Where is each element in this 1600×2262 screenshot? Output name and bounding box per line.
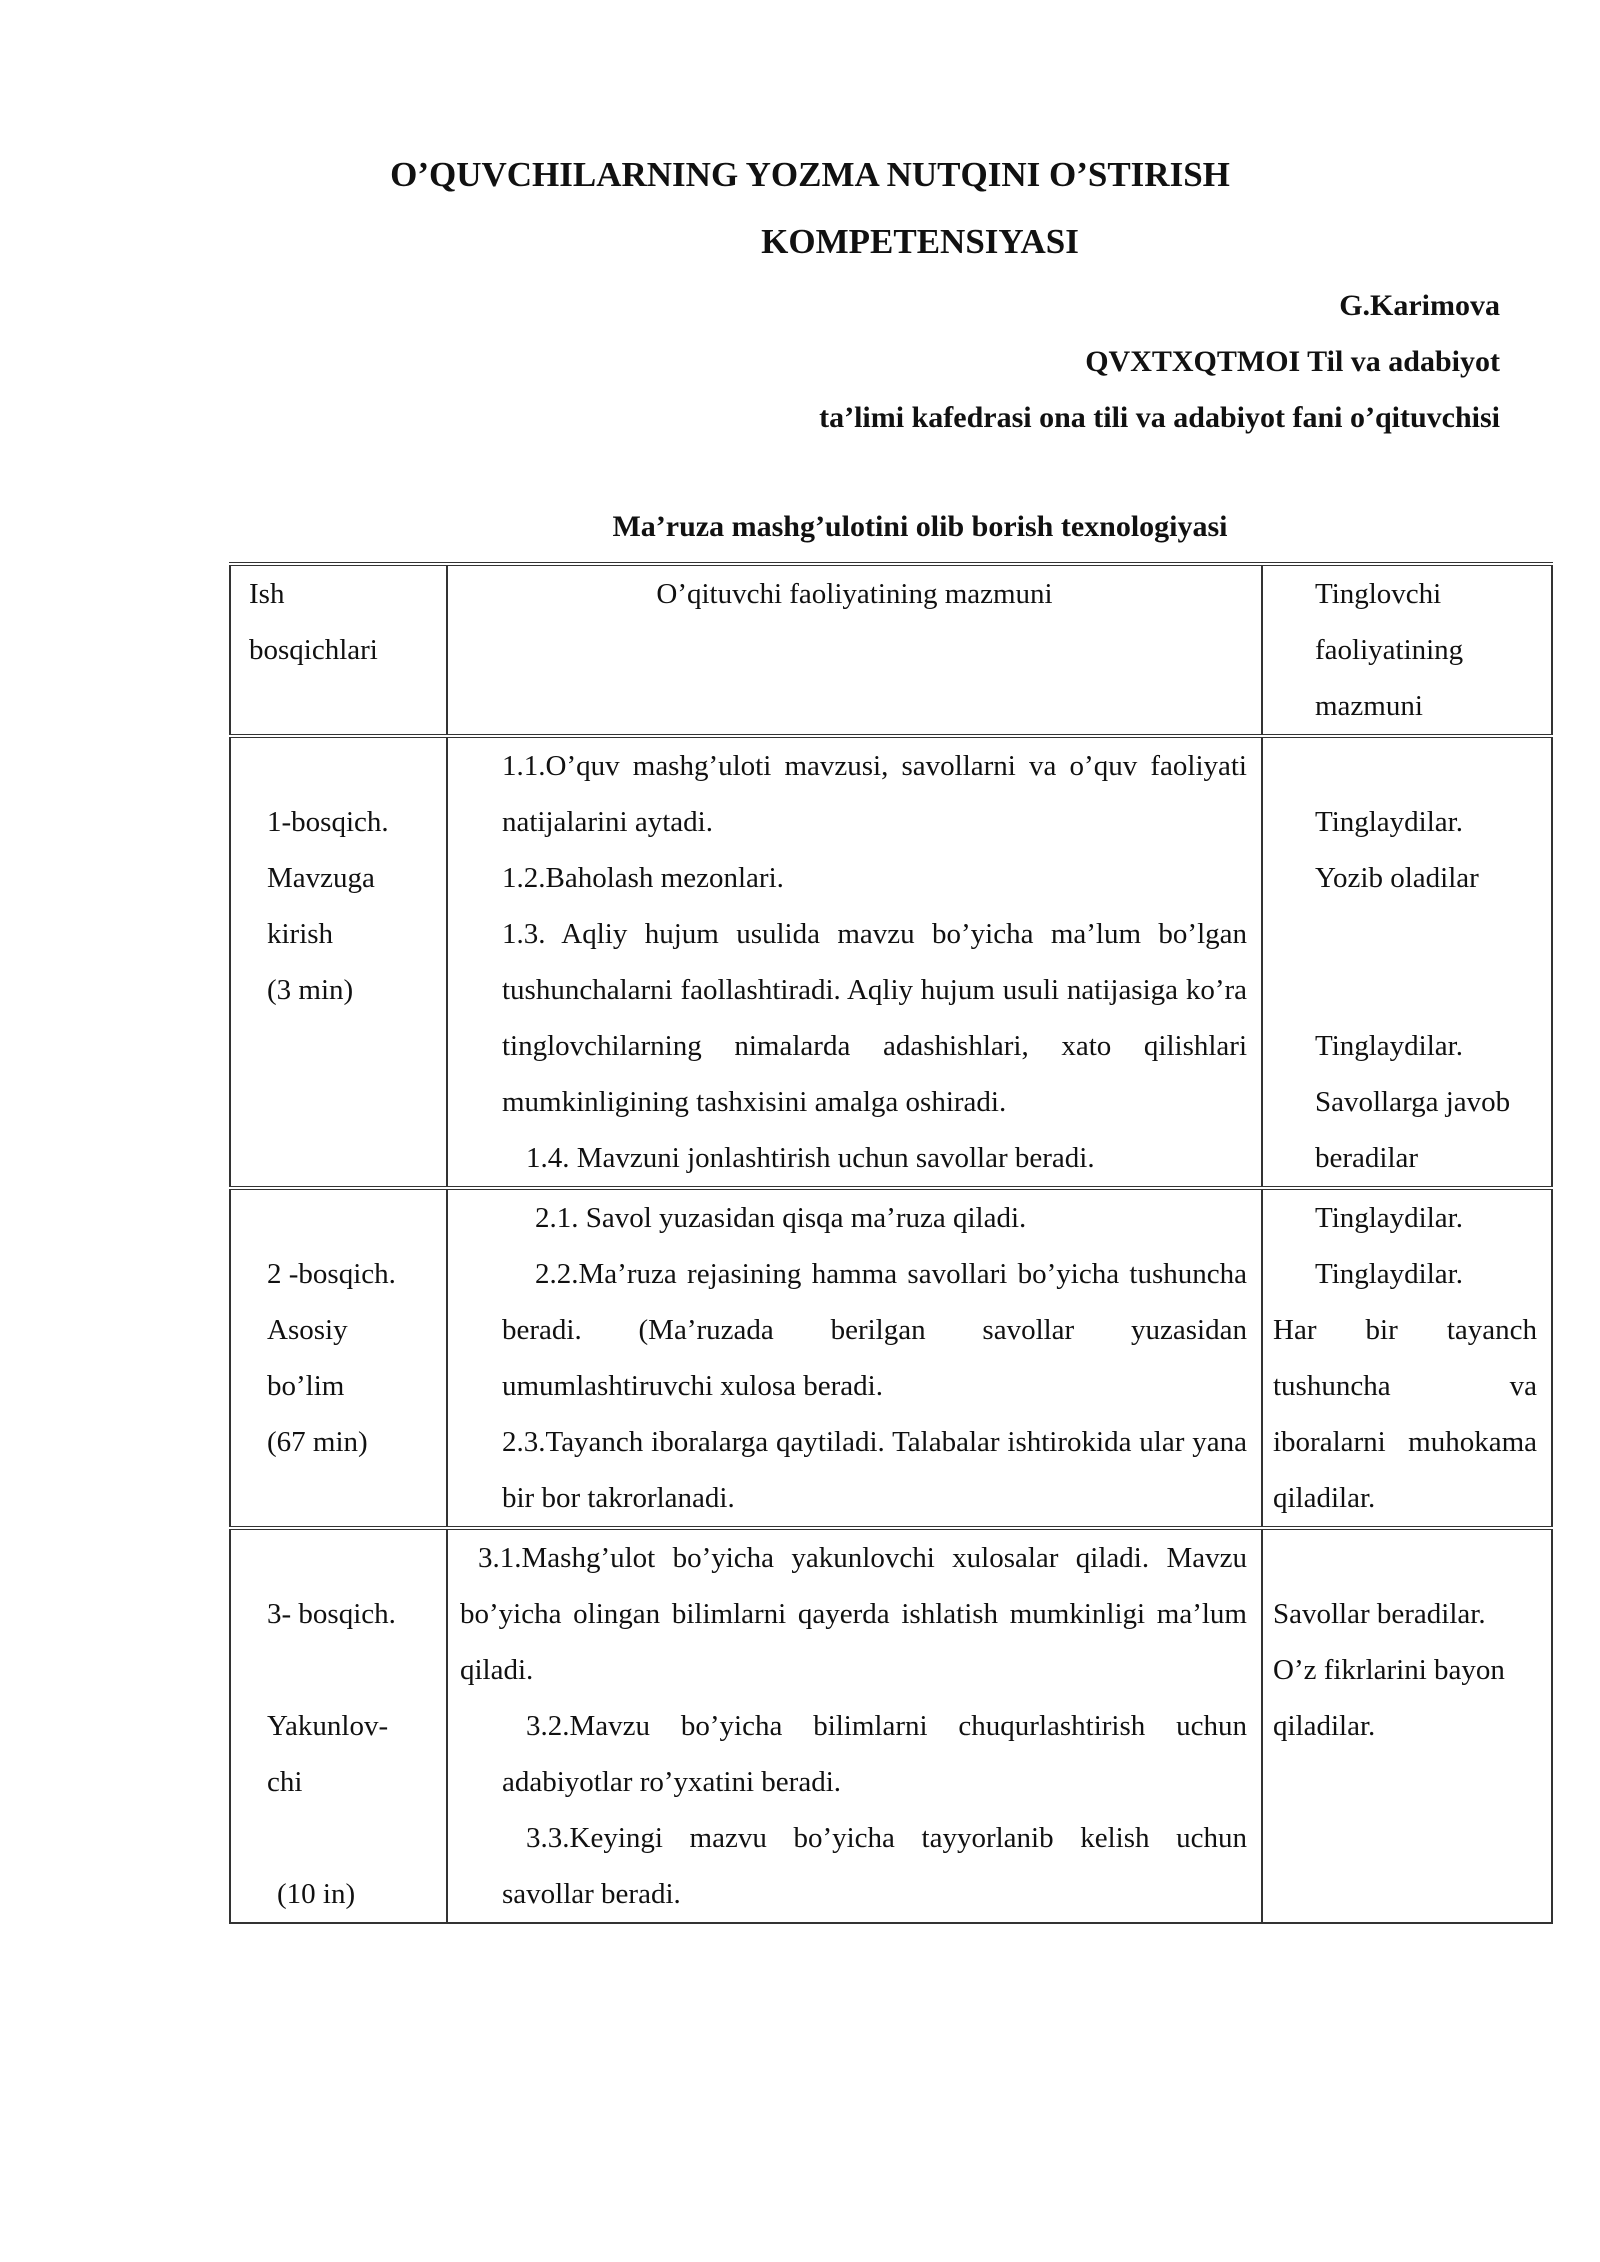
listener-item: Tinglaydilar.: [1315, 1202, 1463, 1234]
stage-line: (10 in): [277, 1878, 356, 1910]
header-listener-line-2: faoliyatining: [1315, 634, 1464, 666]
stage-cell: [230, 1528, 447, 1923]
header-listener: [1262, 564, 1552, 736]
teacher-cell: [447, 1528, 1262, 1923]
stage-line: Mavzuga: [267, 862, 375, 894]
teacher-item: 1.2.Baholash mezonlari.: [502, 862, 784, 894]
table-row: [230, 1528, 1552, 1923]
header-stages-line-2: bosqichlari: [249, 634, 378, 666]
teacher-item: 3.2.Mavzu bo’yicha bilimlarni chuqurlashtirish uchun adabiyotlar ro’yxatini beradi.: [502, 1710, 1247, 1798]
table-row: [230, 1188, 1552, 1528]
stage-line: (3 min): [267, 974, 354, 1006]
listener-item: Tinglaydilar.: [1315, 1258, 1463, 1290]
stage-line: chi: [267, 1766, 303, 1798]
teacher-item: 1.4. Mavzuni jonlashtirish uchun savollar beradi.: [526, 1142, 1095, 1174]
teacher-item: 2.3.Tayanch iboralarga qaytiladi. Talabalar ishtirokida ular yana bir bor takrorlanadi.: [502, 1426, 1247, 1514]
stage-cell: [230, 1188, 447, 1528]
teacher-item: 1.3. Aqliy hujum usulida mavzu bo’yicha ma’lum bo’lgan tushunchalarni faollashtiradi. Aqliy hujum usuli natijasiga ko’ra tinglovchilarning nimalarda adashishlari, xato qilishlari mumkinligining tashxisini amalga oshiradi.: [502, 918, 1247, 1118]
lesson-technology-table: [229, 562, 1553, 1924]
author-name: G.Karimova: [1339, 289, 1500, 322]
header-teacher-label: O’qituvchi faoliyatining mazmuni: [656, 578, 1053, 610]
teacher-item: 3.1.Mashg’ulot bo’yicha yakunlovchi xulosalar qiladi. Mavzu bo’yicha olingan bilimlarni qayerda ishlatish mumkinligi ma’lum qiladi.: [460, 1542, 1247, 1686]
listener-item: Tinglaydilar.: [1315, 1030, 1463, 1062]
teacher-cell: [447, 1188, 1262, 1528]
listener-item: Yozib oladilar: [1315, 862, 1479, 894]
affiliation-line-1: QVXTXQTMOI Til va adabiyot: [1085, 345, 1500, 378]
stage-line: bo’lim: [267, 1370, 345, 1402]
listener-cell: [1262, 1528, 1552, 1923]
header-listener-line-1: Tinglovchi: [1315, 578, 1442, 610]
listener-item: O’z fikrlarini bayon qiladilar.: [1273, 1654, 1505, 1742]
listener-item: Savollar beradilar.: [1273, 1598, 1486, 1630]
listener-item: Tinglaydilar.: [1315, 806, 1463, 838]
table-header-row: [230, 564, 1552, 736]
stage-cell: [230, 736, 447, 1188]
stage-line: Yakunlov-: [267, 1710, 389, 1742]
header-listener-line-3: mazmuni: [1315, 690, 1423, 722]
header-stages-line-1: Ish: [249, 578, 285, 610]
stage-line: Asosiy: [267, 1314, 348, 1346]
listener-item: Har bir tayanch tushuncha va iboralarni muhokama qiladilar.: [1273, 1314, 1537, 1514]
listener-item: Savollarga javob beradilar: [1315, 1086, 1511, 1174]
teacher-item: 3.3.Keyingi mazvu bo’yicha tayyorlanib kelish uchun savollar beradi.: [502, 1822, 1247, 1910]
stage-line: 3- bosqich.: [267, 1598, 396, 1630]
title-line-1: O’QUVCHILARNING YOZMA NUTQINI O’STIRISH: [390, 155, 1230, 194]
teacher-cell: [447, 736, 1262, 1188]
table-row: [230, 736, 1552, 1188]
stage-line: kirish: [267, 918, 334, 950]
listener-cell: [1262, 736, 1552, 1188]
title-line-2: KOMPETENSIYASI: [761, 222, 1079, 261]
stage-line: (67 min): [267, 1426, 368, 1458]
teacher-item: 1.1.O’quv mashg’uloti mavzusi, savollarni va o’quv faoliyati natijalarini aytadi.: [502, 750, 1247, 838]
listener-cell: [1262, 1188, 1552, 1528]
stage-line: 1-bosqich.: [267, 806, 389, 838]
stage-line: 2 -bosqich.: [267, 1258, 396, 1290]
teacher-item: 2.2.Ma’ruza rejasining hamma savollari bo’yicha tushuncha beradi. (Ma’ruzada berilgan savollar yuzasidan umumlashtiruvchi xulosa beradi.: [502, 1258, 1247, 1402]
table-title: Ma’ruza mashg’ulotini olib borish texnologiyasi: [612, 510, 1228, 543]
teacher-item: 2.1. Savol yuzasidan qisqa ma’ruza qiladi.: [535, 1202, 1027, 1234]
header-teacher: [447, 564, 1262, 736]
affiliation-line-2: ta’limi kafedrasi ona tili va adabiyot fani o’qituvchisi: [819, 401, 1500, 434]
header-stages: [230, 564, 447, 736]
